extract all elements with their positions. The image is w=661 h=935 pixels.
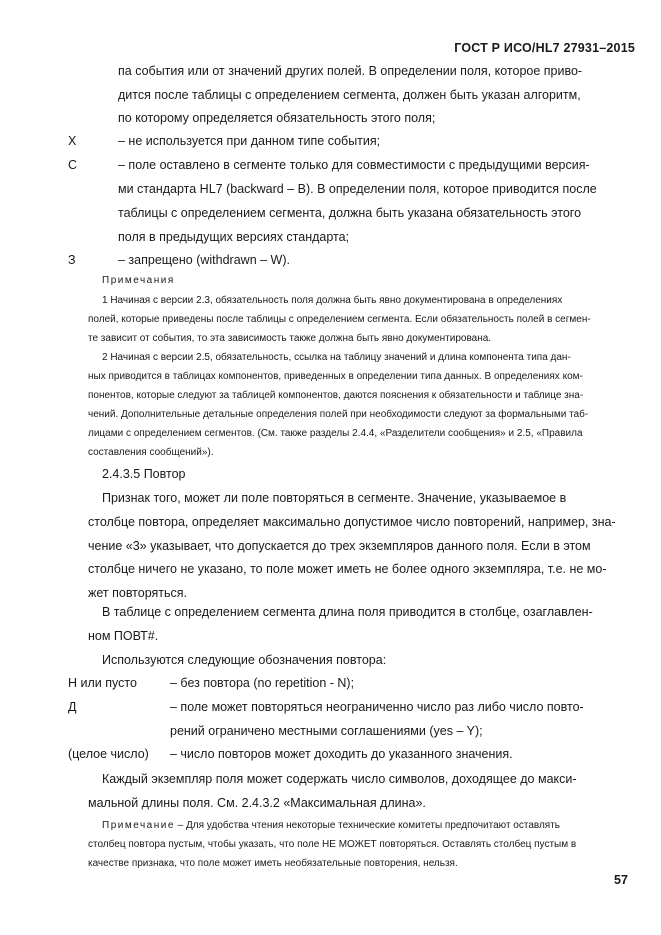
document-header: ГОСТ Р ИСО/HL7 27931–2015	[454, 41, 635, 55]
section-heading: 2.4.3.5 Повтор	[102, 467, 186, 481]
final-note-line-2: столбец повтора пустым, чтобы указать, что поле НЕ МОЖЕТ повторяться. Оставлять столбец пустым в	[88, 839, 577, 850]
intro-line-1: па события или от значений других полей. В определении поля, которое приво-	[118, 64, 583, 78]
code-w-desc: – запрещено (withdrawn – W).	[118, 253, 290, 267]
final-note-line-1	[102, 819, 560, 832]
intro-line-3: по которому определяется обязательность этого поля;	[118, 111, 436, 125]
code-c-desc-1: – поле оставлено в сегменте только для совместимости с предыдущими версия-	[118, 158, 590, 172]
code-c-desc-4: поля в предыдущих версиях стандарта;	[118, 230, 350, 244]
para1-line-2: столбце повтора, определяет максимально допустимое число повторений, например, зна-	[88, 515, 616, 529]
note2-line-3: понентов, которые следуют за таблицей компонентов, даются пояснения к обязательности и таблице зна-	[88, 390, 584, 401]
para1-line-5: жет повторяться.	[88, 586, 188, 600]
note2-line-5: лицами с определением сегментов. (См. также разделы 2.4.4, «Разделители сообщения» и 2.5, «Правила	[88, 428, 583, 439]
repeat-code-none: Н или пусто	[68, 676, 137, 690]
note2-line-6: составления сообщений»).	[88, 447, 214, 458]
note2-line-2: ных приводится в таблицах компонентов, приведенных в определении типа данных. В определениях ком-	[88, 371, 583, 382]
para2-line-1: В таблице с определением сегмента длина поля приводится в столбце, озаглавлен-	[102, 605, 593, 619]
code-w: З	[68, 253, 76, 267]
repeat-code-none-desc: – без повтора (no repetition - N);	[170, 676, 355, 690]
final-note-title: Примечание	[102, 820, 175, 831]
final-note-text-1: – Для удобства чтения некоторые технические комитеты предпочитают оставлять	[174, 820, 561, 831]
code-x-desc: – не используется при данном типе события;	[118, 134, 381, 148]
note1-line-1: 1 Начиная с версии 2.3, обязательность поля должна быть явно документирована в определениях	[102, 295, 563, 306]
para3: Используются следующие обозначения повтора:	[102, 653, 387, 667]
repeat-code-integer: (целое число)	[68, 747, 149, 761]
note1-line-3: те зависит от события, то эта зависимость также должна быть явно документирована.	[88, 333, 492, 344]
para1-line-1: Признак того, может ли поле повторяться в сегменте. Значение, указываемое в	[102, 491, 567, 505]
page-number: 57	[614, 873, 628, 887]
note2-line-1: 2 Начиная с версии 2.5, обязательность, ссылка на таблицу значений и длина компонента типа дан-	[102, 352, 571, 363]
notes-title: Примечания	[102, 275, 175, 286]
note2-line-4: чений. Дополнительные детальные определения полей при необходимости следуют за формальными таб-	[88, 409, 589, 420]
para1-line-3: чение «3» указывает, что допускается до трех экземпляров данного поля. Если в этом	[88, 539, 591, 553]
code-c: С	[68, 158, 78, 172]
para2-line-2: ном ПОВТ#.	[88, 629, 159, 643]
code-c-desc-3: таблицы с определением сегмента, должна быть указана обязательность этого	[118, 206, 582, 220]
note1-line-2: полей, которые приведены после таблицы с определением сегмента. Если обязательность полей в сегмен-	[88, 314, 591, 325]
para4-line-1: Каждый экземпляр поля может содержать число символов, доходящее до макси-	[102, 772, 577, 786]
code-c-desc-2: ми стандарта HL7 (backward – В). В определении поля, которое приводится после	[118, 182, 597, 196]
repeat-code-integer-desc: – число повторов может доходить до указанного значения.	[170, 747, 513, 761]
code-x: X	[68, 134, 77, 148]
repeat-code-yes-desc-2: рений ограничено местными соглашениями (yes – Y);	[170, 724, 483, 738]
para4-line-2: мальной длины поля. См. 2.4.3.2 «Максимальная длина».	[88, 796, 426, 810]
final-note-line-3: качестве признака, что поле может иметь необязательные повторения, нельзя.	[88, 858, 458, 869]
repeat-code-yes-desc-1: – поле может повторяться неограниченно число раз либо число повто-	[170, 700, 584, 714]
para1-line-4: столбце ничего не указано, то поле может иметь не более одного экземпляра, т.е. не мо-	[88, 562, 607, 576]
repeat-code-yes: Д	[68, 700, 77, 714]
intro-line-2: дится после таблицы с определением сегмента, должен быть указан алгоритм,	[118, 88, 581, 102]
